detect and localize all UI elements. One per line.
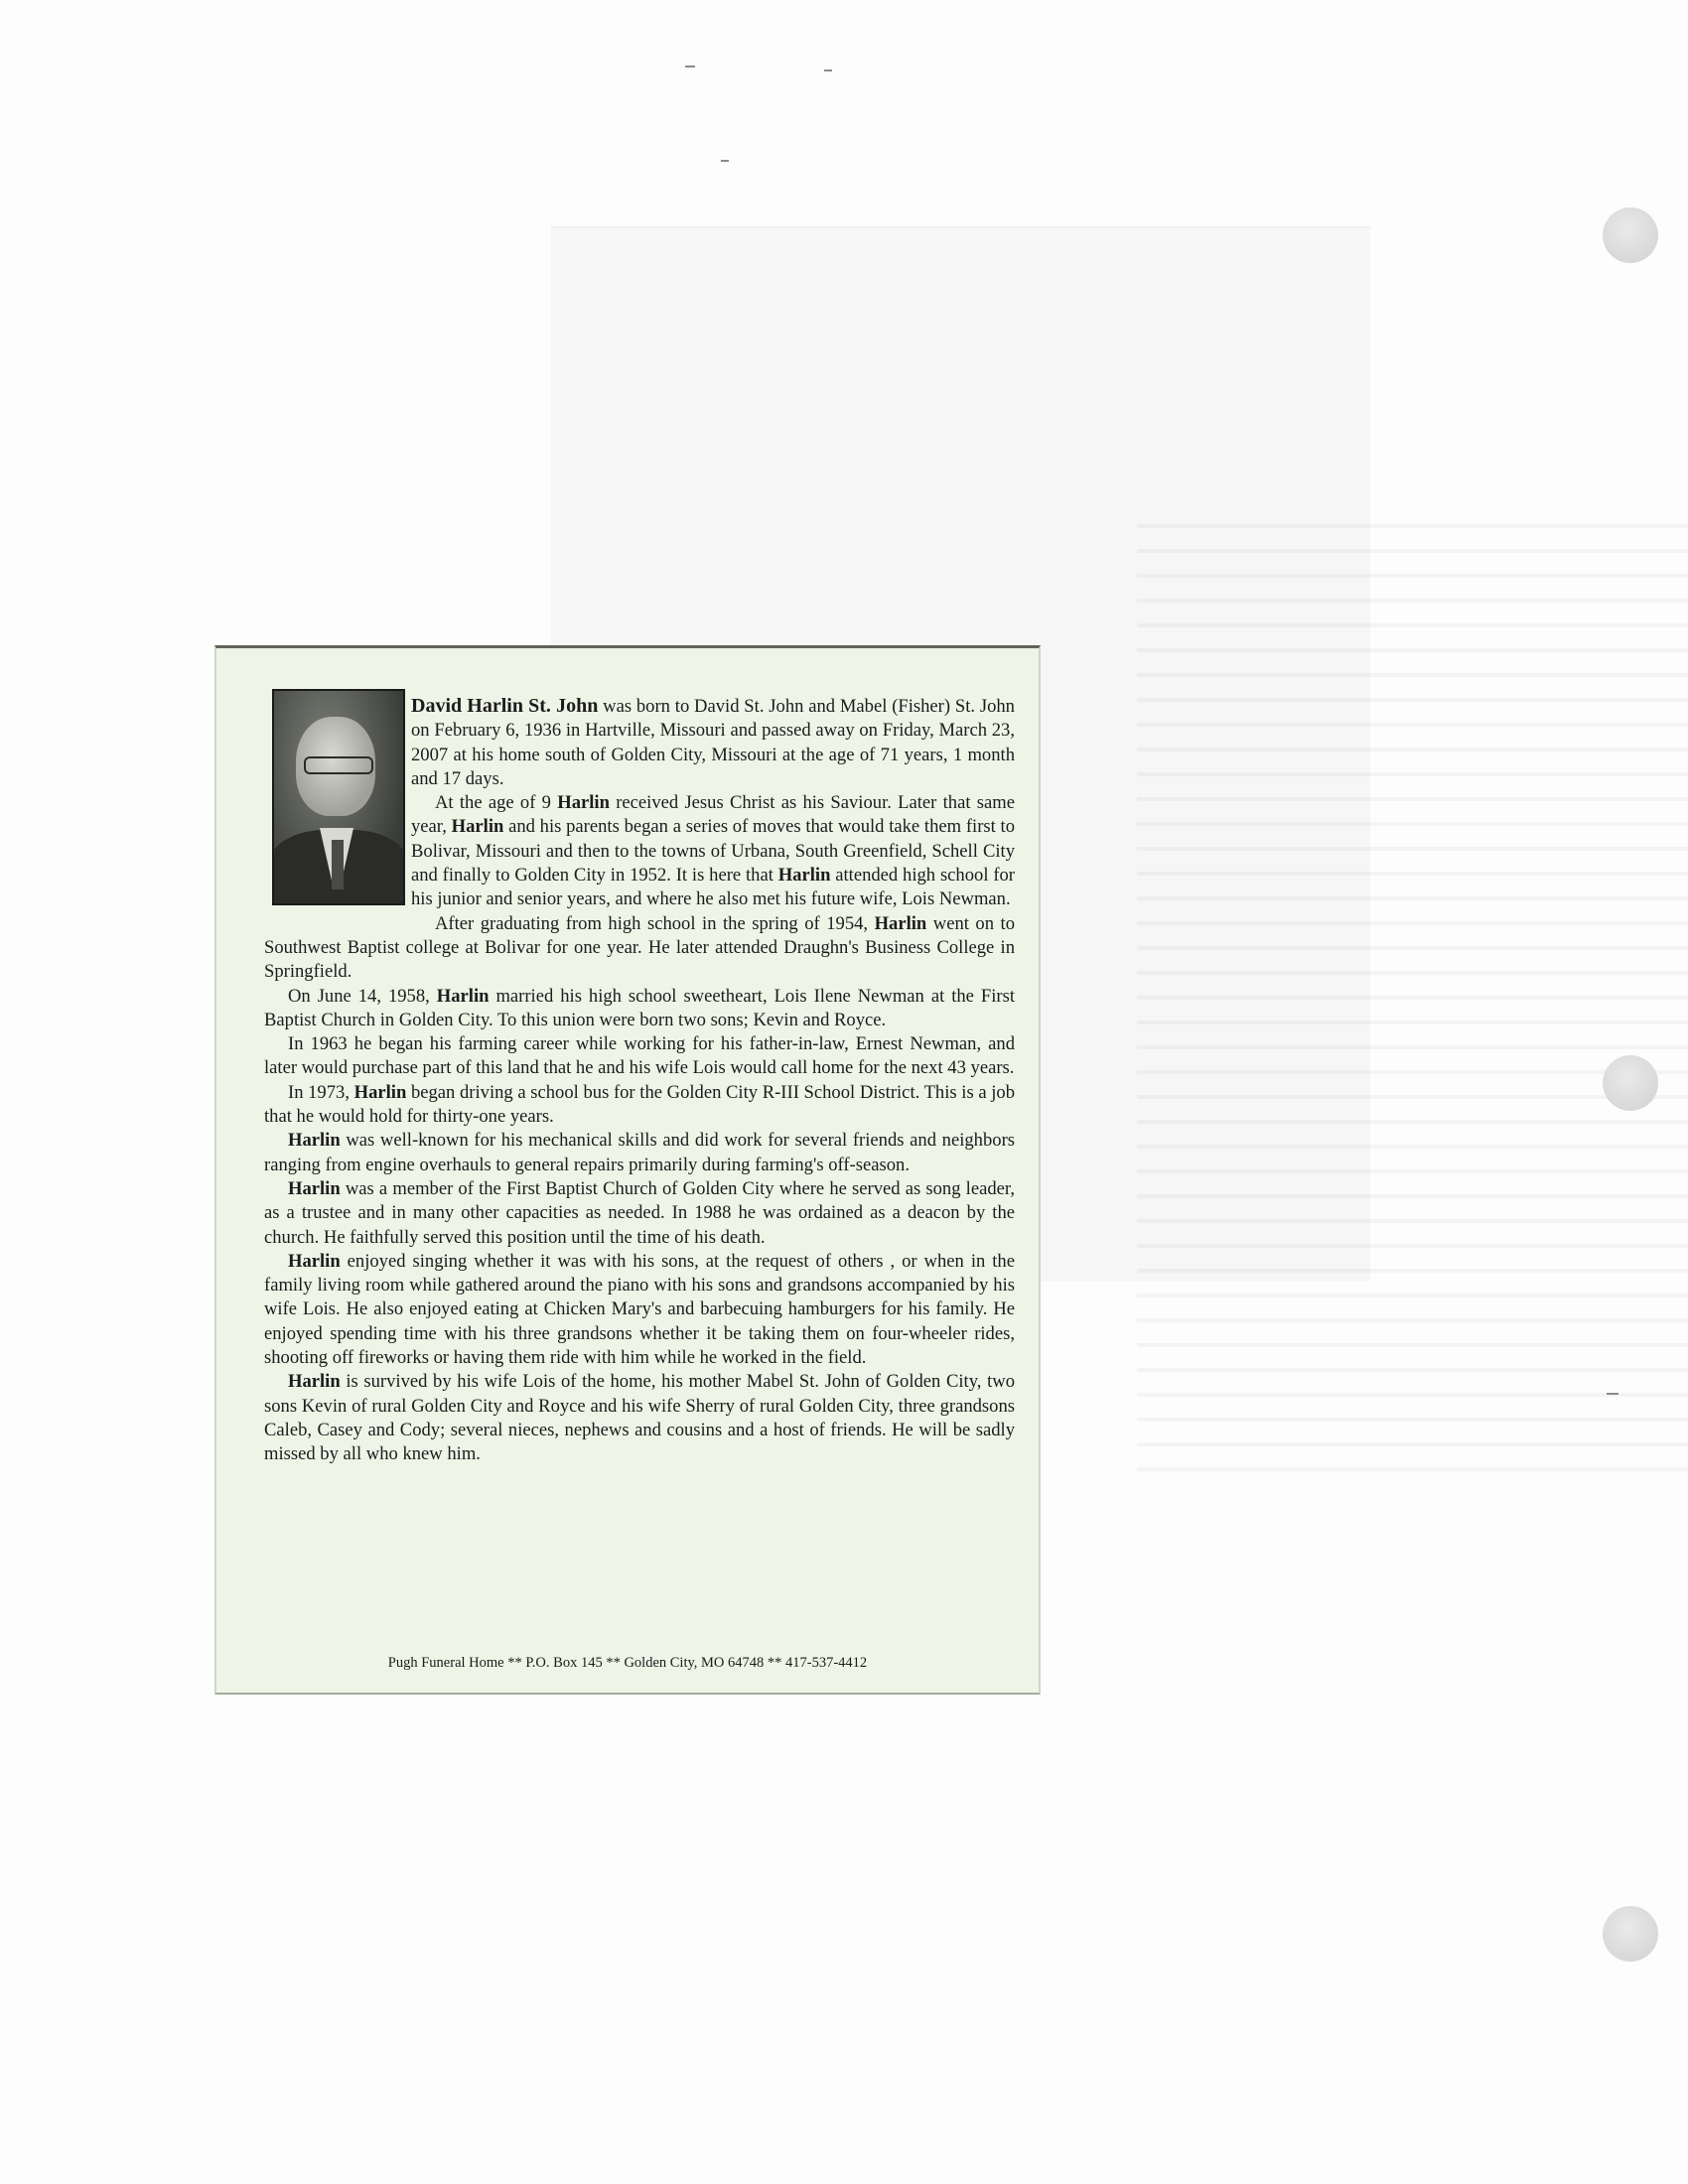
obituary-clipping <box>214 645 1041 1695</box>
show-through-text <box>1137 510 1688 1483</box>
scan-speck <box>685 66 695 68</box>
first-name-bold: Harlin <box>874 912 927 934</box>
funeral-home-footer: Pugh Funeral Home ** P.O. Box 145 ** Golden City, MO 64748 ** 417-537-4412 <box>387 1655 868 1671</box>
obituary-paragraph: Harlin enjoyed singing whether it was with his sons, at the request of others , or when in the family living room while gathered around the piano with his sons and grandsons accompanied by his wife Lois. He also enjoyed eating at Chicken Mary's and barbecuing hamburgers for his family. He enjoyed spending time with his three grandsons whether it be taking them on four-wheeler rides, shooting off fireworks or having them ride with him while he worked in the field. <box>264 1250 1015 1369</box>
obituary-paragraph: Harlin was well-known for his mechanical skills and did work for several friends and neighbors ranging from engine overhauls to general repairs primarily during farming's off-season. <box>264 1130 1015 1175</box>
binder-hole-bottom <box>1603 1906 1658 1962</box>
obituary-paragraph: Harlin is survived by his wife Lois of the home, his mother Mabel St. John of Golden City, two sons Kevin of rural Golden City and Royce and his wife Sherry of rural Golden City, three grandsons Caleb, Casey and Cody; several nieces, nephews and cousins and a host of friends. He will be sadly missed by all who knew him. <box>264 1371 1015 1465</box>
obituary-paragraph: In 1963 he began his farming career while working for his father-in-law, Ernest Newman, and later would purchase part of this land that he and his wife Lois would call home for the next 43 years. <box>264 1033 1015 1079</box>
obituary-paragraph: In 1973, Harlin began driving a school bus for the Golden City R-III School District. This is a job that he would hold for thirty-one years. <box>264 1081 1015 1128</box>
first-name-bold: Harlin <box>436 985 490 1007</box>
scan-speck <box>721 160 729 162</box>
first-name-bold: Harlin <box>288 1130 341 1152</box>
first-name-bold: Harlin <box>451 816 504 838</box>
first-name-bold: Harlin <box>353 1081 407 1103</box>
deceased-name: David Harlin St. John <box>411 695 599 717</box>
obituary-paragraph: After graduating from high school in the spring of 1954, Harlin went on to Southwest Baptist college at Bolivar for one year. He later attended Draughn's Business College in Springfield. <box>264 912 1015 983</box>
obituary-text <box>264 694 1015 1467</box>
first-name-bold: Harlin <box>288 1371 341 1393</box>
first-name-bold: Harlin <box>777 865 831 887</box>
obituary-paragraph: At the age of 9 Harlin received Jesus Christ as his Saviour. Later that same year, Harlin and his parents began a series of moves that would take them first to Bolivar, Missouri and then to the towns of Urbana, South Greenfield, Schell City and finally to Golden City in 1952. It is here that Harlin attended high school for his junior and senior years, and where he also met his future wife, Lois Newman. <box>411 792 1016 910</box>
scan-speck <box>1607 1393 1618 1395</box>
scan-speck <box>824 69 832 71</box>
obituary-paragraph: On June 14, 1958, Harlin married his high school sweetheart, Lois Ilene Newman at the First Baptist Church in Golden City. To this union were born two sons; Kevin and Royce. <box>264 985 1015 1030</box>
first-name-bold: Harlin <box>288 1250 341 1272</box>
binder-hole-middle <box>1603 1055 1658 1111</box>
first-name-bold: Harlin <box>288 1177 341 1199</box>
binder-hole-top <box>1603 207 1658 263</box>
first-name-bold: Harlin <box>557 792 610 814</box>
obituary-paragraph: Harlin was a member of the First Baptist Church of Golden City where he served as song leader, as a trustee and in many other capacities as needed. In 1988 he was ordained as a deacon by the church. He faithfully served this position until the time of his death. <box>264 1177 1015 1248</box>
obituary-paragraph: David Harlin St. John was born to David St. John and Mabel (Fisher) St. John on February 6, 1936 in Hartville, Missouri and passed away on Friday, March 23, 2007 at his home south of Golden City, Missouri at the age of 71 years, 1 month and 17 days. <box>411 695 1015 789</box>
